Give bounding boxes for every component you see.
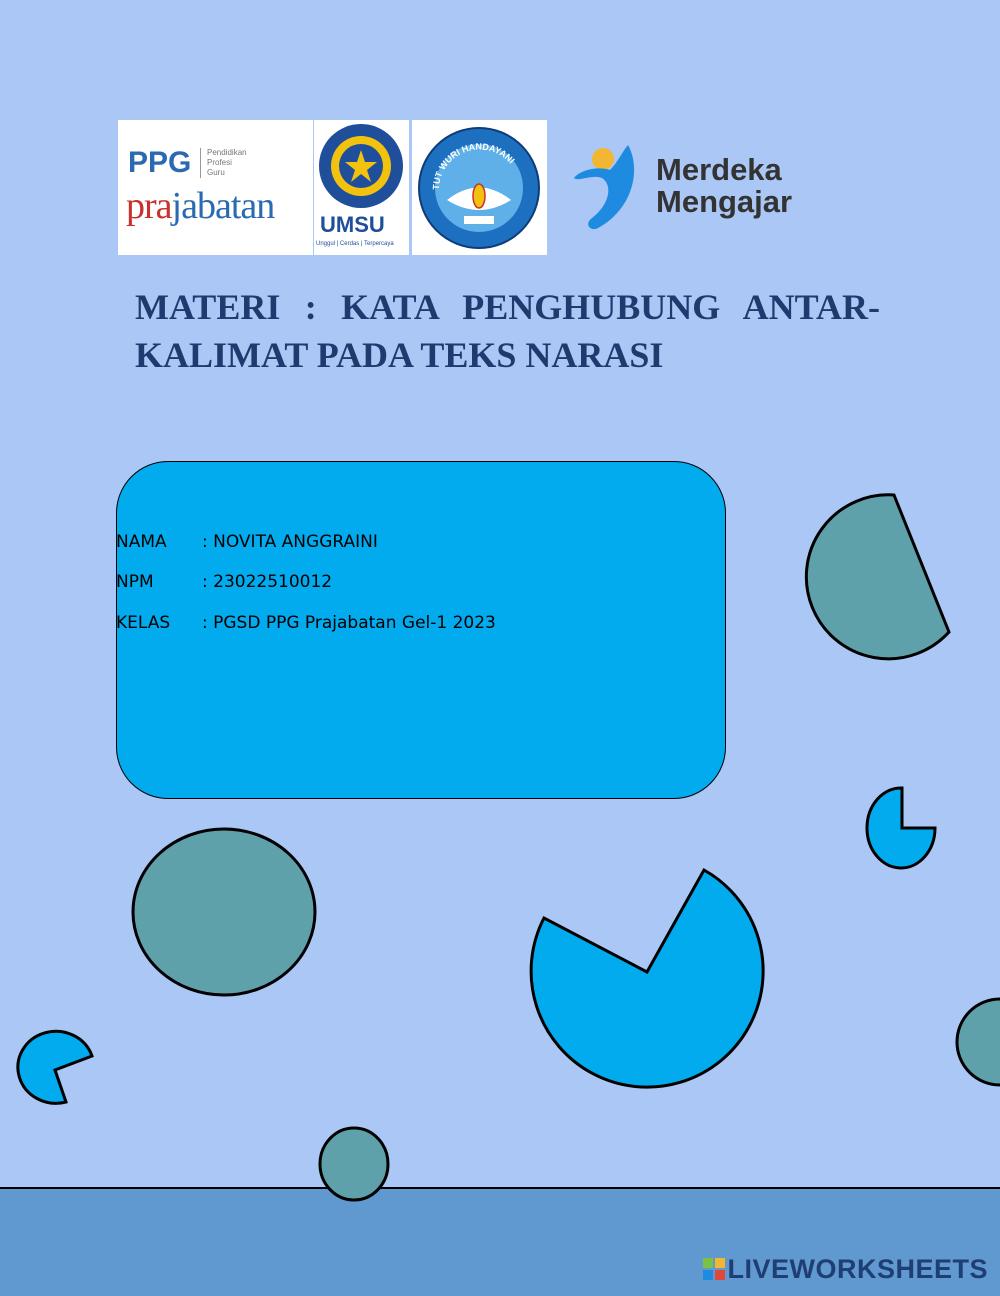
umsu-logo-text: UMSU — [320, 212, 385, 237]
npm-label: NPM — [116, 572, 154, 592]
npm-value: : 23022510012 — [202, 572, 333, 592]
page-title: MATERI : KATA PENGHUBUNG ANTAR-KALIMAT PADA TEKS NARASI — [135, 287, 880, 375]
umsu-logo-tagline: Unggul | Cerdas | Terpercaya — [316, 241, 394, 247]
nama-value: : NOVITA ANGGRAINI — [202, 532, 378, 552]
small-teal-circle-shape — [320, 1128, 388, 1200]
ppg-logo-wordmark: prajabatan — [126, 185, 275, 227]
liveworksheets-icon — [703, 1258, 725, 1280]
svg-text:TUT WURI HANDAYANI: TUT WURI HANDAYANI — [430, 141, 517, 191]
merdeka-logo-text: Merdeka Mengajar — [656, 152, 793, 219]
kelas-label: KELAS — [116, 613, 171, 633]
nama-label: NAMA — [116, 532, 167, 552]
liveworksheets-text: LIVEWORKSHEETS — [727, 1254, 988, 1284]
liveworksheets-brand[interactable] — [703, 1254, 988, 1285]
ppg-logo-subtext: Pendidikan Profesi Guru — [200, 148, 247, 178]
kelas-value: : PGSD PPG Prajabatan Gel-1 2023 — [202, 613, 496, 633]
ppg-logo-text: PPG — [128, 146, 192, 179]
